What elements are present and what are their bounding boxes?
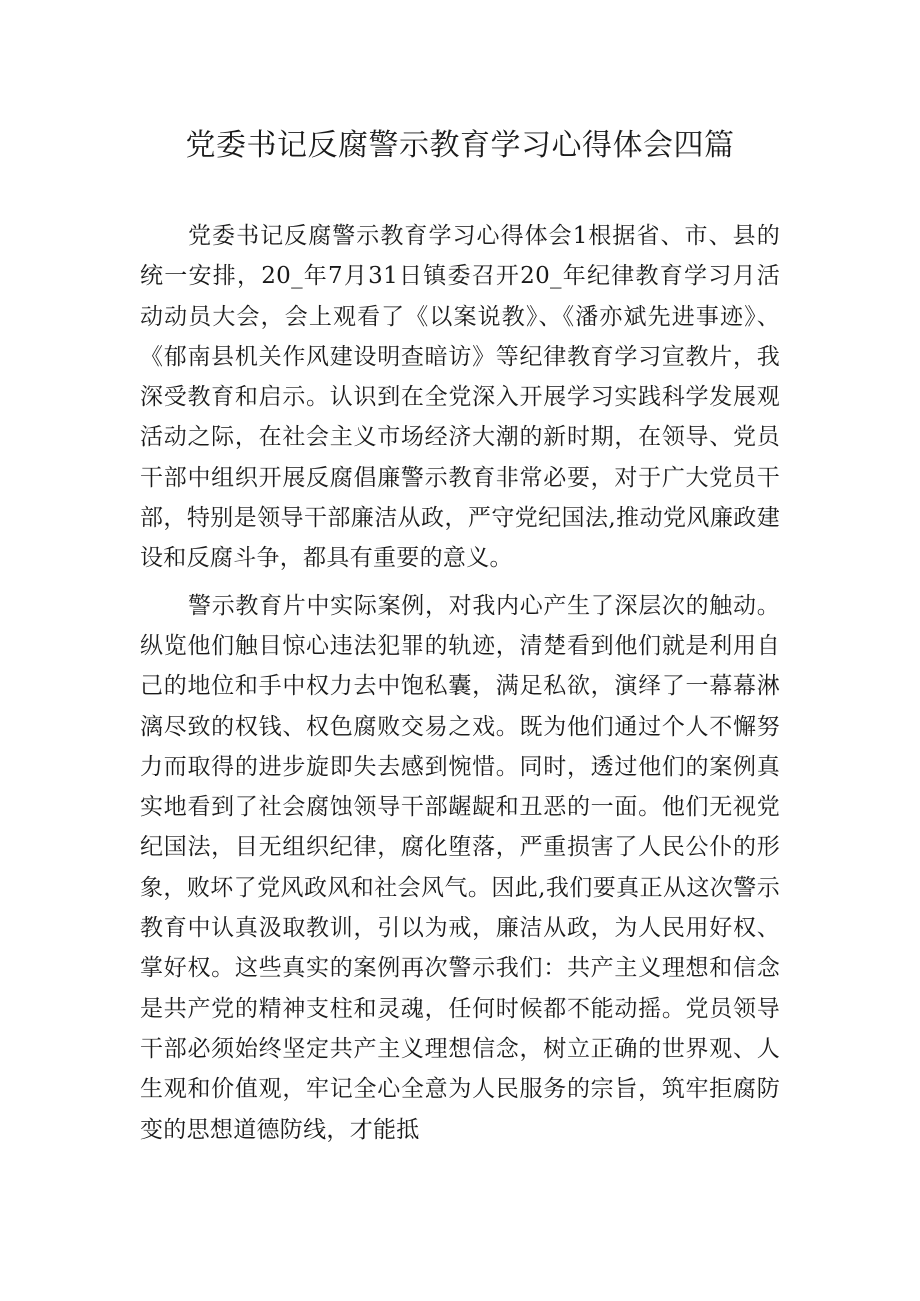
document-body (140, 216, 780, 1157)
paragraph-2: 警示教育片中实际案例，对我内心产生了深层次的触动。纵览他们触目惊心违法犯罪的轨迹，清楚看到他们就是利用自己的地位和手中权力去中饱私囊，满足私欲，演绎了一幕幕淋漓尽致的权钱、权色腐败交易之戏。既为他们通过个人不懈努力而取得的进步旋即失去感到惋惜。同时，透过他们的案例真实地看到了社会腐蚀领导干部龌龊和丑恶的一面。他们无视党纪国法，目无组织纪律，腐化堕落，严重损害了人民公仆的形象，败坏了党风政风和社会风气。因此,我们要真正从这次警示教育中认真汲取教训，引以为戒，廉洁从政，为人民用好权、掌好权。这些真实的案例再次警示我们：共产主义理想和信念是共产党的精神支柱和灵魂，任何时候都不能动摇。党员领导干部必须始终坚定共产主义理想信念，树立正确的世界观、人生观和价值观，牢记全心全意为人民服务的宗旨，筑牢拒腐防变的思想道德防线，才能抵 (140, 592, 780, 1143)
paragraph-1: 党委书记反腐警示教育学习心得体会1根据省、市、县的统一安排，20_年7月31日镇委召开20_年纪律教育学习月活动动员大会，会上观看了《以案说教》、《潘亦斌先进事迹》、《郁南县机关作风建设明查暗访》等纪律教育学习宣教片，我深受教育和启示。认识到在全党深入开展学习实践科学发展观活动之际，在社会主义市场经济大潮的新时期，在领导、党员干部中组织开展反腐倡廉警示教育非常必要，对于广大党员干部，特别是领导干部廉洁从政，严守党纪国法,推动党风廉政建设和反腐斗争，都具有重要的意义。 (140, 223, 780, 572)
document-title: 党委书记反腐警示教育学习心得体会四篇 (185, 128, 735, 163)
